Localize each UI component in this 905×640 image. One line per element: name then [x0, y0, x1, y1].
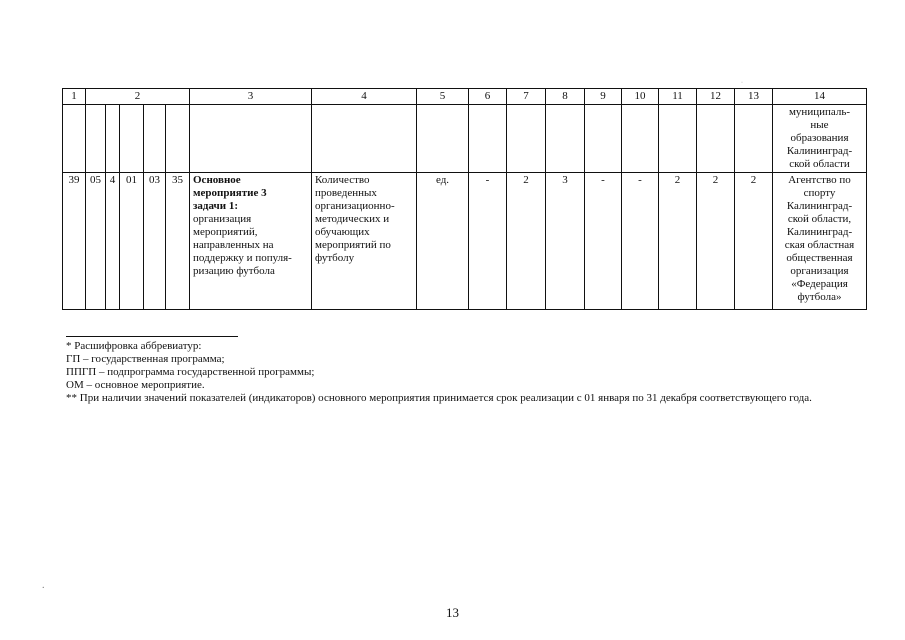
text-line: задачи 1:	[193, 200, 238, 212]
value-cell: 2	[507, 173, 546, 310]
text-line: ская областная	[784, 239, 855, 251]
footnote-line: * Расшифровка аббревиатур:	[66, 340, 202, 352]
code-cell: 01	[120, 173, 144, 310]
text-line: проведенных	[315, 187, 377, 199]
empty-cell	[546, 105, 585, 173]
value-cell: 2	[735, 173, 773, 310]
unit-cell: ед.	[417, 173, 469, 310]
text-line: ской области,	[787, 213, 852, 225]
text-line: Калининград-	[786, 200, 853, 212]
text-line: мероприятий по	[315, 239, 391, 251]
text-line: образования	[790, 132, 849, 144]
text-line: обучающих	[315, 226, 370, 238]
empty-cell	[469, 105, 507, 173]
col-header-5: 5	[417, 89, 469, 105]
footnote-line: ППГП – подпрограмма государственной программы;	[66, 366, 315, 378]
code-cell: 35	[166, 173, 190, 310]
col-header-9: 9	[585, 89, 622, 105]
code-cell: 03	[144, 173, 166, 310]
empty-cell	[622, 105, 659, 173]
value-cell: -	[622, 173, 659, 310]
table-row	[63, 173, 867, 310]
code-cell: 39	[63, 173, 86, 310]
text-line: Количество	[315, 174, 370, 186]
carry-over-responsible	[773, 105, 867, 173]
text-line: мероприятий,	[193, 226, 258, 238]
empty-cell	[507, 105, 546, 173]
col-header-14: 14	[773, 89, 867, 105]
program-table	[62, 88, 867, 310]
empty-cell	[417, 105, 469, 173]
text-line: футбола»	[797, 291, 842, 303]
empty-cell	[659, 105, 697, 173]
scan-mark: .	[42, 580, 45, 591]
empty-cell	[190, 105, 312, 173]
code-cell: 4	[106, 173, 120, 310]
empty-cell	[120, 105, 144, 173]
page-number: 13	[446, 605, 459, 620]
col-header-2: 2	[86, 89, 190, 105]
header-row	[63, 89, 867, 105]
value-cell: -	[469, 173, 507, 310]
text-line: Агентство по	[788, 174, 851, 186]
code-cell: 05	[86, 173, 106, 310]
col-header-3: 3	[190, 89, 312, 105]
text-line: ской области	[789, 158, 850, 170]
empty-cell	[106, 105, 120, 173]
carry-over-row	[63, 105, 867, 173]
col-header-4: 4	[312, 89, 417, 105]
text-line: общественная	[786, 252, 853, 264]
text-line: футболу	[315, 252, 355, 264]
footnote-line: ** При наличии значений показателей (индикаторов) основного мероприятия принимается срок реализации с 01 января по 31 декабря соответствующего года.	[66, 392, 812, 404]
col-header-8: 8	[546, 89, 585, 105]
text-line: «Федерация	[791, 278, 848, 290]
col-header-10: 10	[622, 89, 659, 105]
empty-cell	[144, 105, 166, 173]
text-line: ные	[810, 119, 829, 131]
text-line: Калининград-	[786, 226, 853, 238]
footnotes	[66, 340, 866, 405]
footnote-separator	[66, 336, 238, 337]
empty-cell	[312, 105, 417, 173]
text-line: поддержку и популя-	[193, 252, 292, 264]
footnote-line: ОМ – основное мероприятие.	[66, 379, 205, 391]
empty-cell	[735, 105, 773, 173]
empty-cell	[63, 105, 86, 173]
indicator-cell	[312, 173, 417, 310]
col-header-6: 6	[469, 89, 507, 105]
col-header-7: 7	[507, 89, 546, 105]
value-cell: 3	[546, 173, 585, 310]
text-line: Калининград-	[786, 145, 853, 157]
footnote-line: ГП – государственная программа;	[66, 353, 225, 365]
text-line: организационно-	[315, 200, 395, 212]
text-line: спорту	[803, 187, 836, 199]
text-line: направленных на	[193, 239, 274, 251]
text-line: организация	[790, 265, 849, 277]
col-header-12: 12	[697, 89, 735, 105]
empty-cell	[166, 105, 190, 173]
empty-cell	[585, 105, 622, 173]
responsible-cell	[773, 173, 867, 310]
text-line: методических и	[315, 213, 390, 225]
col-header-13: 13	[735, 89, 773, 105]
col-header-1: 1	[63, 89, 86, 105]
activity-title-cell	[190, 173, 312, 310]
scan-mark: ·	[741, 80, 743, 86]
value-cell: -	[585, 173, 622, 310]
value-cell: 2	[659, 173, 697, 310]
empty-cell	[697, 105, 735, 173]
text-line: Основное	[193, 174, 241, 186]
value-cell: 2	[697, 173, 735, 310]
text-line: муниципаль-	[788, 106, 851, 118]
empty-cell	[86, 105, 106, 173]
text-line: ризацию футбола	[193, 265, 275, 277]
text-line: мероприятие 3	[193, 187, 267, 199]
col-header-11: 11	[659, 89, 697, 105]
text-line: организация	[193, 213, 252, 225]
